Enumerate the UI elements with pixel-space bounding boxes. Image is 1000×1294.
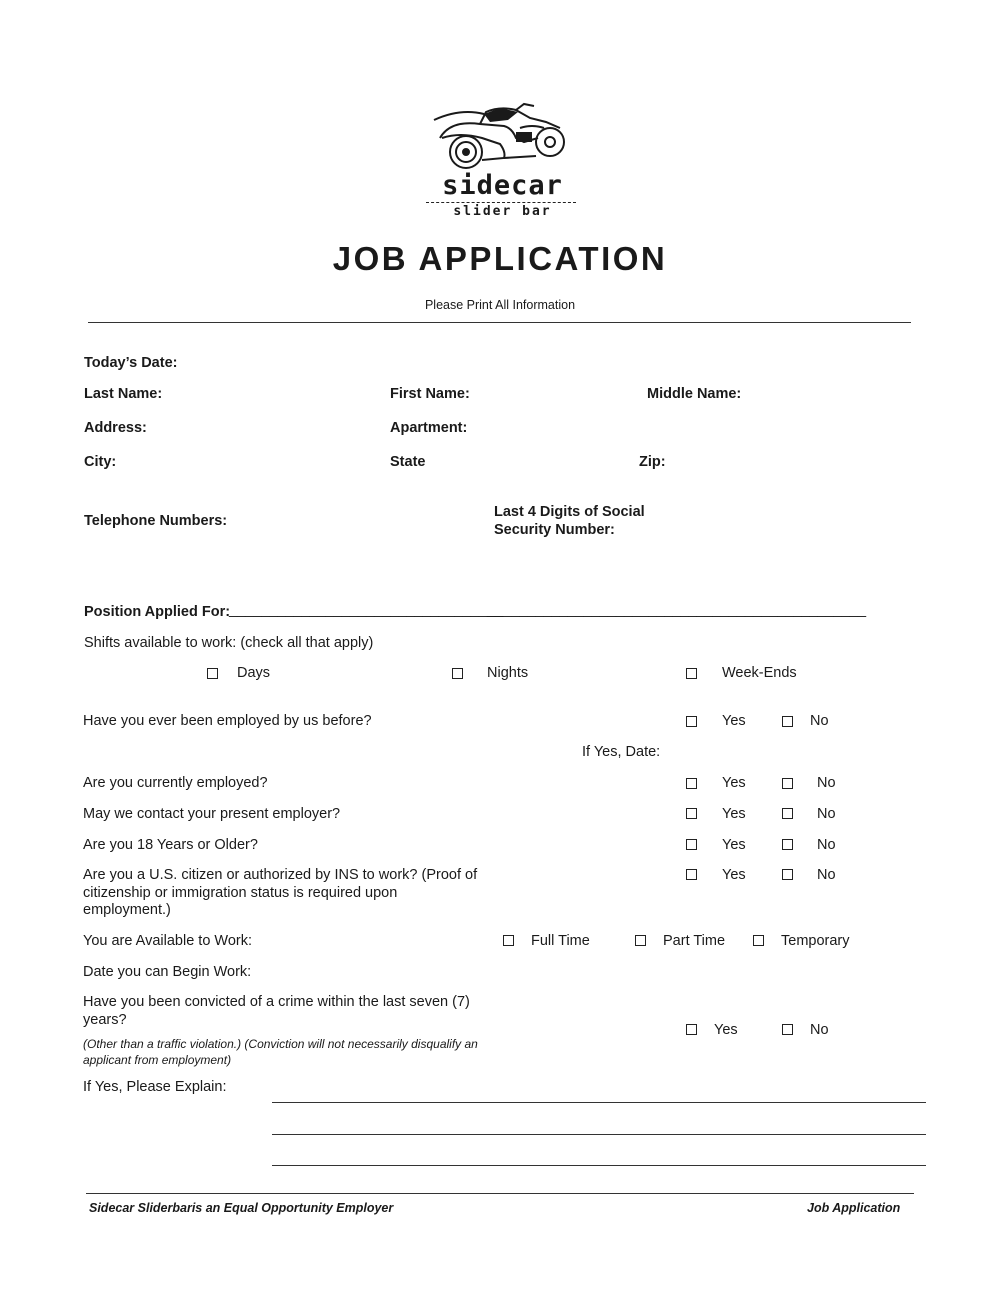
zip-label: Zip: <box>639 454 666 470</box>
employed-before-yes-label: Yes <box>722 713 746 729</box>
full-time-label: Full Time <box>531 933 590 949</box>
convicted-note: (Other than a traffic violation.) (Conviction will not necessarily disqualify an applicant from employment) <box>83 1037 478 1067</box>
footer-divider <box>86 1193 914 1194</box>
ssn-label: Last 4 Digits of Social Security Number: <box>494 504 645 538</box>
currently-employed-yes-checkbox[interactable] <box>686 778 697 789</box>
page-title: JOB APPLICATION <box>332 240 668 277</box>
if-yes-date-label: If Yes, Date: <box>582 744 661 760</box>
convicted-no-checkbox[interactable] <box>782 1024 793 1035</box>
header-divider <box>88 322 911 323</box>
sidecar-logo <box>420 98 585 222</box>
age-18-yes-label: Yes <box>722 837 746 853</box>
explain-line-3[interactable] <box>272 1165 926 1166</box>
position-line-2[interactable]: _______________________________________________ <box>487 602 867 618</box>
shifts-question: Shifts available to work: (check all that apply) <box>84 635 374 651</box>
contact-employer-yes-checkbox[interactable] <box>686 808 697 819</box>
part-time-checkbox[interactable] <box>635 935 646 946</box>
position-line-1[interactable]: __________________________________ <box>229 602 504 618</box>
footer-employer-statement: Sidecar Sliderbaris an Equal Opportunity Employer <box>89 1201 394 1215</box>
age-18-no-checkbox[interactable] <box>782 839 793 850</box>
age-18-yes-checkbox[interactable] <box>686 839 697 850</box>
days-label: Days <box>237 665 271 681</box>
convicted-no-label: No <box>810 1022 829 1038</box>
employed-before-question: Have you ever been employed by us before? <box>83 713 372 729</box>
brand-divider <box>426 202 576 203</box>
first-name-label: First Name: <box>390 386 470 402</box>
explain-line-1[interactable] <box>272 1102 926 1103</box>
citizen-yes-label: Yes <box>722 867 746 883</box>
begin-date-label: Date you can Begin Work: <box>83 964 252 980</box>
employed-before-yes-checkbox[interactable] <box>686 716 697 727</box>
explain-line-2[interactable] <box>272 1134 926 1135</box>
days-checkbox[interactable] <box>207 668 218 679</box>
footer-document-title: Job Application <box>807 1201 901 1215</box>
convicted-yes-checkbox[interactable] <box>686 1024 697 1035</box>
citizen-yes-checkbox[interactable] <box>686 869 697 880</box>
last-name-label: Last Name: <box>84 386 163 402</box>
temporary-label: Temporary <box>781 933 850 949</box>
city-label: City: <box>84 454 117 470</box>
middle-name-label: Middle Name: <box>647 386 742 402</box>
weekends-label: Week-Ends <box>722 665 797 681</box>
contact-employer-no-label: No <box>817 806 836 822</box>
state-label: State <box>390 454 426 470</box>
currently-employed-yes-label: Yes <box>722 775 746 791</box>
citizen-no-checkbox[interactable] <box>782 869 793 880</box>
page-subtitle: Please Print All Information <box>424 298 576 312</box>
brand-tagline: slider bar <box>453 204 552 219</box>
position-label: Position Applied For: <box>84 604 231 620</box>
currently-employed-question: Are you currently employed? <box>83 775 268 791</box>
available-question: You are Available to Work: <box>83 933 253 949</box>
convicted-yes-label: Yes <box>714 1022 738 1038</box>
contact-employer-yes-label: Yes <box>722 806 746 822</box>
employed-before-no-checkbox[interactable] <box>782 716 793 727</box>
explain-label: If Yes, Please Explain: <box>83 1079 227 1095</box>
apartment-label: Apartment: <box>390 420 468 436</box>
nights-checkbox[interactable] <box>452 668 463 679</box>
temporary-checkbox[interactable] <box>753 935 764 946</box>
contact-employer-no-checkbox[interactable] <box>782 808 793 819</box>
full-time-checkbox[interactable] <box>503 935 514 946</box>
todays-date-label: Today’s Date: <box>84 355 178 371</box>
citizen-no-label: No <box>817 867 836 883</box>
convicted-question: Have you been convicted of a crime within the last seven (7) years? <box>83 994 470 1028</box>
citizen-question: Are you a U.S. citizen or authorized by INS to work? (Proof of citizenship or immigration status is required upon employment.) <box>83 867 478 918</box>
age-18-no-label: No <box>817 837 836 853</box>
currently-employed-no-label: No <box>817 775 836 791</box>
currently-employed-no-checkbox[interactable] <box>782 778 793 789</box>
brand-name: sidecar <box>442 170 563 201</box>
employed-before-no-label: No <box>810 713 829 729</box>
nights-label: Nights <box>487 665 529 681</box>
weekends-checkbox[interactable] <box>686 668 697 679</box>
part-time-label: Part Time <box>663 933 726 949</box>
contact-employer-question: May we contact your present employer? <box>83 806 341 822</box>
telephone-label: Telephone Numbers: <box>84 513 228 529</box>
address-label: Address: <box>84 420 147 436</box>
age-18-question: Are you 18 Years or Older? <box>83 837 258 853</box>
